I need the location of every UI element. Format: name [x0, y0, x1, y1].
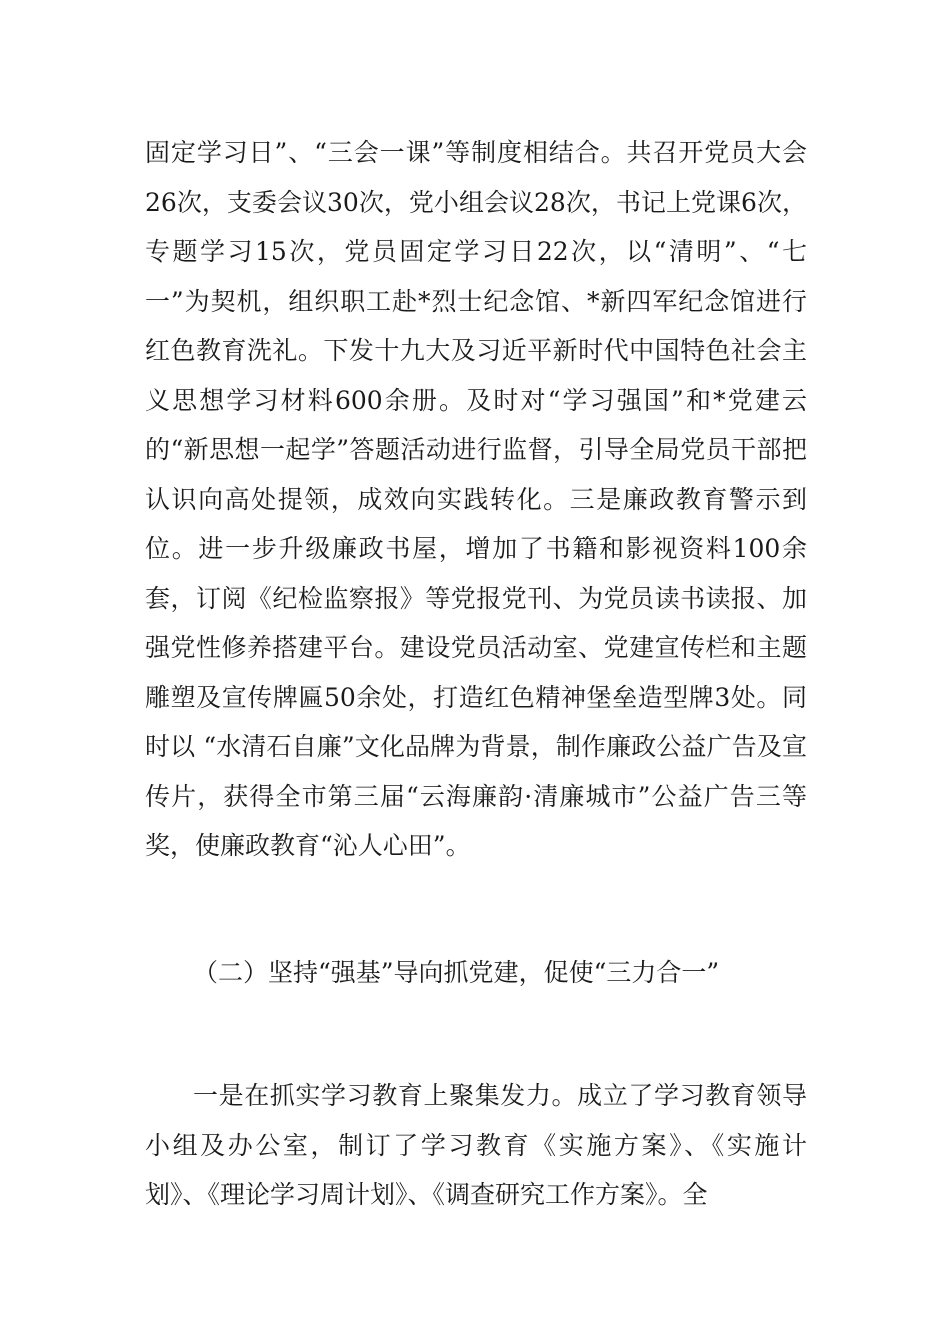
body-paragraph-2: 一是在抓实学习教育上聚集发力。成立了学习教育领导小组及办公室，制订了学习教育《实施方案》、《实施计划》、《理论学习周计划》、《调查研究工作方案》。全 [145, 1081, 807, 1209]
body-paragraph-1: 固定学习日”、“三会一课”等制度相结合。共召开党员大会26次，支委会议30次，党小组会议28次，书记上党课6次，专题学习15次，党员固定学习日22次，以“清明”、“七一”为契机，组织职工赴*烈士纪念馆、*新四军纪念馆进行红色教育洗礼。下发十九大及习近平新时代中国特色社会主义思想学习材料600余册。及时对“学习强国”和*党建云的“新思想一起学”答题活动进行监督，引导全局党员干部把认识向高处提领，成效向实践转化。三是廉政教育警示到位。进一步升级廉政书屋，增加了书籍和影视资料100余套，订阅《纪检监察报》等党报党刊、为党员读书读报、加强党性修养搭建平台。建设党员活动室、党建宣传栏和主题雕塑及宣传牌匾50余处，打造红色精神堡垒造型牌3处。同时以 “水清石自廉”文化品牌为背景，制作廉政公益广告及宣传片，获得全市第三届“云海廉韵·清廉城市”公益广告三等奖，使廉政教育“沁人心田”。 [145, 138, 807, 860]
section-heading: （二）坚持“强基”导向抓党建，促使“三力合一” [193, 958, 720, 987]
